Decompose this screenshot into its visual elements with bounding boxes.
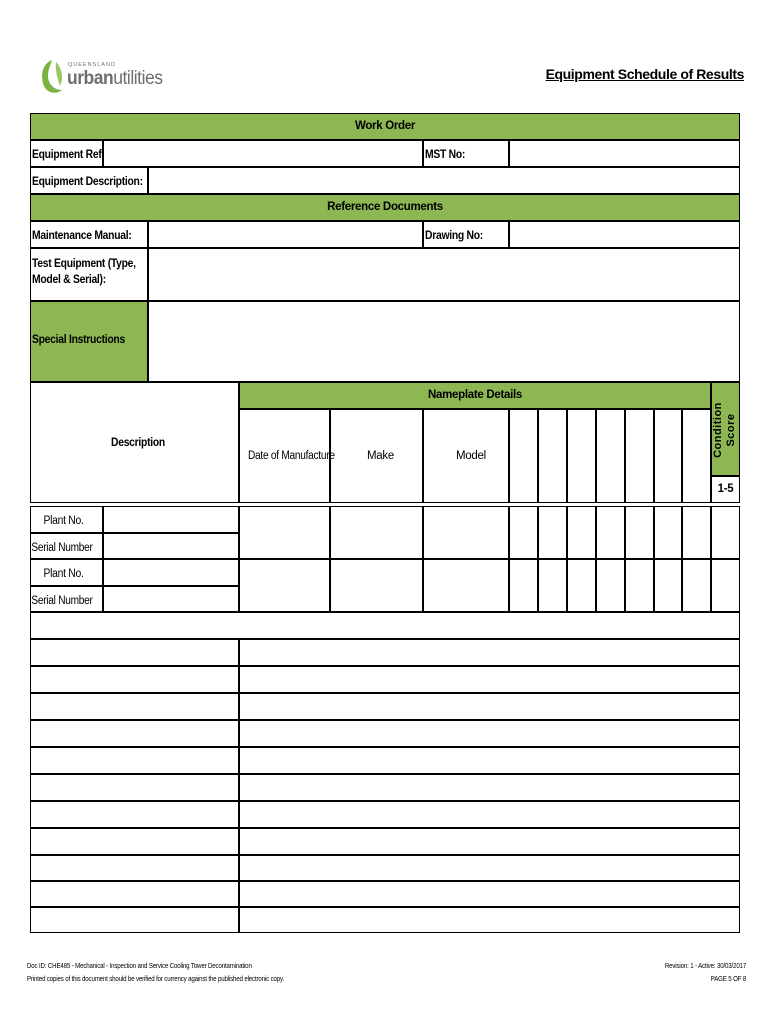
equipment-description-label: Equipment Description: <box>32 176 143 188</box>
extra-col-header-2 <box>538 409 567 503</box>
notes-row-value[interactable] <box>239 639 740 666</box>
logo-small-text: QUEENSLAND <box>68 62 116 68</box>
serial-number-field[interactable] <box>103 533 239 559</box>
extra-col-header-5 <box>625 409 654 503</box>
condition-score-label <box>712 384 740 476</box>
extra-field[interactable] <box>682 506 711 559</box>
condition-score-field[interactable] <box>711 559 740 612</box>
extra-field[interactable] <box>509 559 538 612</box>
model-label: Model <box>456 450 486 462</box>
extra-field[interactable] <box>538 559 567 612</box>
drawing-no-field[interactable] <box>509 221 740 248</box>
plant-no-label: Plant No. <box>43 568 84 580</box>
extra-field[interactable] <box>625 559 654 612</box>
notes-row-label[interactable] <box>30 774 239 801</box>
footer-doc-id: Doc ID: CHE485 - Mechanical - Inspection and Service Cooling Tower Decontamination <box>27 961 252 970</box>
special-instructions-label-cell <box>30 301 148 382</box>
model-field[interactable] <box>423 506 509 559</box>
notes-row-label[interactable] <box>30 828 239 855</box>
nameplate-details-heading: Nameplate Details <box>239 382 711 409</box>
extra-field[interactable] <box>654 559 682 612</box>
condition-score-line1: Condition <box>712 402 724 458</box>
date-of-manufacture-field[interactable] <box>239 506 330 559</box>
extra-field[interactable] <box>654 506 682 559</box>
extra-field[interactable] <box>596 506 625 559</box>
special-instructions-label: Special Instructions <box>32 334 125 346</box>
work-order-heading: Work Order <box>30 113 740 140</box>
notes-row-label[interactable] <box>30 639 239 666</box>
leaf-logo-icon <box>38 56 68 96</box>
notes-row-value[interactable] <box>239 801 740 828</box>
serial-number-field[interactable] <box>103 586 239 612</box>
footer-revision: Revision: 1 - Active: 30/03/2017 <box>664 961 746 970</box>
notes-row-value[interactable] <box>239 907 740 933</box>
condition-score-field[interactable] <box>711 506 740 559</box>
special-instructions-field[interactable] <box>148 301 740 382</box>
plant-no-field[interactable] <box>103 506 239 533</box>
notes-row-value[interactable] <box>239 720 740 747</box>
model-field[interactable] <box>423 559 509 612</box>
test-equipment-label-line1: Test Equipment (Type, <box>32 258 136 270</box>
plant-no-label: Plant No. <box>43 515 84 527</box>
equipment-description-field[interactable] <box>148 167 740 194</box>
serial-number-label-cell <box>30 586 103 612</box>
serial-number-label: Serial Number <box>31 542 93 554</box>
extra-col-header-7 <box>682 409 711 503</box>
date-of-manufacture-header <box>239 409 335 503</box>
logo-brand-utilities: utilities <box>113 68 163 89</box>
drawing-no-label: Drawing No: <box>425 230 483 242</box>
equipment-ref-field[interactable] <box>103 140 423 167</box>
notes-row-label[interactable] <box>30 881 239 907</box>
plant-no-label-cell <box>30 506 103 533</box>
notes-row-value[interactable] <box>239 828 740 855</box>
notes-row-label[interactable] <box>30 720 239 747</box>
make-label: Make <box>367 450 394 462</box>
extra-field[interactable] <box>596 559 625 612</box>
serial-number-label: Serial Number <box>31 595 93 607</box>
page-title: Equipment Schedule of Results <box>545 66 744 82</box>
extra-col-header-3 <box>567 409 596 503</box>
extra-col-header-4 <box>596 409 625 503</box>
description-header-cell <box>30 382 239 503</box>
make-field[interactable] <box>330 506 423 559</box>
extra-field[interactable] <box>567 506 596 559</box>
maintenance-manual-field[interactable] <box>148 221 423 248</box>
extra-field[interactable] <box>538 506 567 559</box>
mst-no-label: MST No: <box>425 149 466 161</box>
notes-row-label[interactable] <box>30 747 239 774</box>
reference-documents-heading: Reference Documents <box>30 194 740 221</box>
notes-row-label[interactable] <box>30 666 239 693</box>
footer-page-number: PAGE 5 OF 8 <box>710 974 746 983</box>
maintenance-manual-label: Maintenance Manual: <box>32 230 132 242</box>
test-equipment-label-line2: Model & Serial): <box>32 274 106 286</box>
extra-field[interactable] <box>625 506 654 559</box>
equipment-ref-label: Equipment Ref: <box>32 149 105 161</box>
logo-brand-urban: urban <box>67 68 114 89</box>
mst-no-label-cell <box>423 140 509 167</box>
notes-row-label[interactable] <box>30 801 239 828</box>
extra-col-header-6 <box>654 409 682 503</box>
logo <box>36 56 163 98</box>
extra-field[interactable] <box>682 559 711 612</box>
notes-row-value[interactable] <box>239 747 740 774</box>
notes-row-value[interactable] <box>239 666 740 693</box>
serial-number-label-cell <box>30 533 103 559</box>
test-equipment-field[interactable] <box>148 248 740 301</box>
condition-score-header <box>711 382 740 476</box>
mst-no-field[interactable] <box>509 140 740 167</box>
maintenance-manual-label-cell <box>30 221 148 248</box>
equipment-ref-label-cell <box>30 140 103 167</box>
notes-row-value[interactable] <box>239 774 740 801</box>
notes-row-value[interactable] <box>239 855 740 881</box>
extra-field[interactable] <box>567 559 596 612</box>
test-equipment-label-cell <box>30 248 148 301</box>
extra-field[interactable] <box>509 506 538 559</box>
footer-printed-note: Printed copies of this document should be verified for currency against the published electronic copy. <box>27 974 284 983</box>
make-field[interactable] <box>330 559 423 612</box>
drawing-no-label-cell <box>423 221 509 248</box>
date-of-manufacture-label: Date of Manufacture <box>248 450 335 462</box>
notes-row-label[interactable] <box>30 907 239 933</box>
condition-score-line2: Score <box>725 413 737 447</box>
extra-col-header-1 <box>509 409 538 503</box>
plant-no-label-cell <box>30 559 103 586</box>
model-header <box>423 409 509 503</box>
score-range-cell: 1-5 <box>711 476 740 503</box>
notes-row-label[interactable] <box>30 855 239 881</box>
description-header: Description <box>111 437 165 449</box>
date-of-manufacture-field[interactable] <box>239 559 330 612</box>
logo-brand <box>67 68 163 90</box>
notes-row-value[interactable] <box>239 693 740 720</box>
equipment-description-label-cell <box>30 167 148 194</box>
plant-no-field[interactable] <box>103 559 239 586</box>
make-header <box>330 409 423 503</box>
notes-row-value[interactable] <box>239 881 740 907</box>
blank-row-full[interactable] <box>30 612 740 639</box>
notes-row-label[interactable] <box>30 693 239 720</box>
notes-table <box>30 639 740 933</box>
